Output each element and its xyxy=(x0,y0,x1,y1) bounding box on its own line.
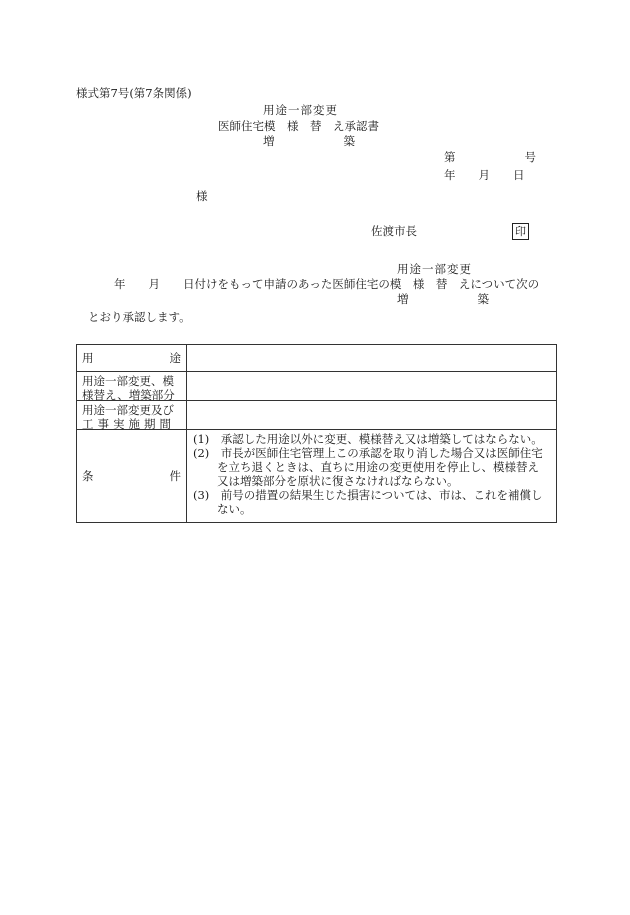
issue-date: 年 月 日 xyxy=(444,168,525,182)
table-row-conditions xyxy=(77,429,556,522)
table-row-purpose xyxy=(77,345,556,371)
table-row-parts xyxy=(77,371,556,400)
body-line-4: とおり承認します。 xyxy=(88,310,191,324)
document-number: 第 号 xyxy=(444,150,536,164)
approval-table xyxy=(76,344,557,523)
value-period xyxy=(187,401,556,429)
label-period: 用途一部変更及び 工事実施期間 xyxy=(77,401,187,429)
title-line-1: 用途一部変更 xyxy=(263,103,338,117)
value-parts xyxy=(187,372,556,400)
seal-mark: 印 xyxy=(512,223,529,240)
title-line-2: 医師住宅模 様 替 え承認書 xyxy=(218,119,379,133)
condition-2: (2) 市長が医師住宅管理上この承認を取り消した場合又は医師住宅を立ち退くときは、直ちに用途の変更使用を停止し、模様替え又は増築部分を原状に復さなければならない。 xyxy=(193,446,543,488)
body-line-3: 増 築 xyxy=(397,292,489,306)
form-id: 様式第7号(第7条関係) xyxy=(76,86,192,100)
label-conditions: 条 件 xyxy=(77,430,187,522)
label-parts: 用途一部変更、模 様替え、増築部分 xyxy=(77,372,187,400)
table-row-period xyxy=(77,400,556,429)
condition-3: (3) 前号の措置の結果生じた損害については、市は、これを補償しない。 xyxy=(193,488,543,516)
label-purpose: 用 途 xyxy=(77,345,187,371)
body-line-1: 用途一部変更 xyxy=(397,262,472,276)
value-purpose xyxy=(187,345,556,371)
title-line-3: 増 築 xyxy=(263,134,355,148)
condition-1: (1) 承認した用途以外に変更、模様替え又は増築してはならない。 xyxy=(193,432,543,446)
issuer: 佐渡市長 xyxy=(371,224,417,238)
value-conditions xyxy=(187,430,556,522)
body-line-2: 年 月 日付けをもって申請のあった医師住宅の模 様 替 えについて次の xyxy=(114,277,540,291)
addressee-suffix: 様 xyxy=(196,189,208,203)
